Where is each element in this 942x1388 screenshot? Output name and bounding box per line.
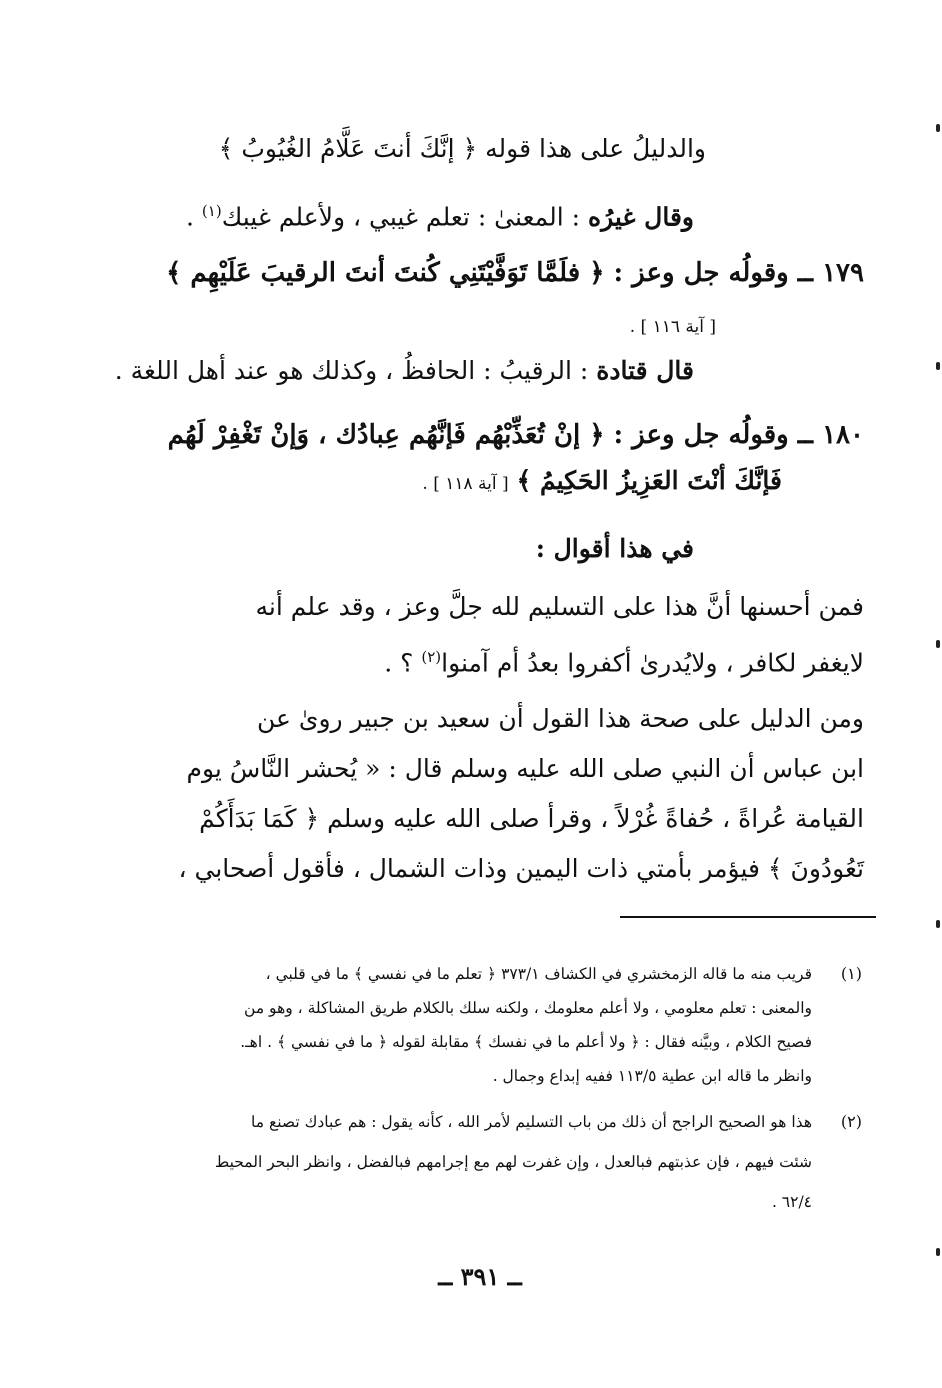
line-text: لايغفر لكافر ، ولايُدرىٰ أكفروا بعدُ أم آمنوا <box>441 648 864 678</box>
page-number: ــ ٣٩١ ــ <box>438 1262 522 1291</box>
footnote-line: فصيح الكلام ، وبيَّنه فقال : ﴿ ولا أعلم ما في نفسك ﴾ مقابلة لقوله ﴿ ما في نفسي ﴾ . اهـ. <box>240 1033 812 1051</box>
aya-reference <box>630 314 716 340</box>
verse-line <box>166 256 864 290</box>
edge-mark <box>936 920 940 928</box>
text-line <box>186 752 864 786</box>
footnote-number: (٢) <box>840 1112 862 1131</box>
speaker-label: وقال غيرُه <box>587 202 694 232</box>
text-line <box>199 802 864 836</box>
verse-text: وقولُه جل وعز : ﴿ فلَمَّا تَوَفَّيْتَنِي كُنتَ أنتَ الرقيبَ عَلَيْهِم ﴾ <box>166 258 798 288</box>
footnote-number: (١) <box>840 964 862 983</box>
edge-mark <box>936 362 940 370</box>
line-text: والدليلُ على هذا قوله ﴿ إنَّكَ أنتَ عَلَّامُ الغُيُوبُ ﴾ <box>218 134 706 163</box>
text-line <box>179 852 865 886</box>
verse-text: وقولُه جل وعز : ﴿ إنْ تُعَذِّبْهُم فَإنَّهُم عِبادُك ، وَإنْ تَغْفِرْ لَهُم <box>167 420 798 450</box>
line-text: القيامة عُراةً ، حُفاةً غُرْلاً ، وقرأ صلى الله عليه وسلم ﴿ كَمَا بَدَأَكُمْ <box>199 804 864 833</box>
text-line <box>256 590 864 624</box>
verse-line <box>168 418 864 452</box>
verse-line <box>422 464 782 501</box>
edge-mark <box>936 640 940 648</box>
line-text: ومن الدليل على صحة هذا القول أن سعيد بن جبير روىٰ عن <box>257 704 864 733</box>
footnote-line: هذا هو الصحيح الراجح أن ذلك من باب التسليم لأمر الله ، كأنه يقول : هم عبادك تصنع ما <box>251 1113 812 1131</box>
line-text: فمن أحسنها أنَّ هذا على التسليم لله جلَّ وعز ، وقد علم أنه <box>255 592 864 621</box>
footnote-ref: (٢) <box>421 648 442 666</box>
aya-text: [ آية ١١٨ ] . <box>422 474 509 494</box>
heading-text: في هذا أقوال : <box>535 534 694 563</box>
footnote-line: والمعنى : تعلم معلومي ، ولا أعلم معلومك ، ولكنه سلك بالكلام طريق المشاكلة ، وهو من <box>244 999 812 1017</box>
line-text: ابن عباس أن النبي صلى الله عليه وسلم قال : « يُحشر النَّاسُ يوم <box>186 754 864 783</box>
text-line <box>115 354 694 388</box>
text-line <box>384 640 864 680</box>
verse-text: فَإنَّكَ أنْتَ العَزِيزُ الحَكِيمُ ﴾ <box>516 466 782 495</box>
entry-number: ١٧٩ ــ <box>797 258 864 288</box>
footnote-separator <box>620 916 876 918</box>
footnote-line: وانظر ما قاله ابن عطية ١١٣/٥ ففيه إبداع وجمال . <box>492 1067 812 1085</box>
line-end: . <box>186 202 202 232</box>
line-text: : المعنىٰ : تعلم غيبي ، ولأعلم غيبك <box>221 202 588 232</box>
speaker-label: قال قتادة <box>596 356 694 385</box>
line-text: : الرقيبُ : الحافظُ ، وكذلك هو عند أهل اللغة . <box>114 356 597 385</box>
text-line <box>219 132 706 166</box>
line-text: تَعُودُونَ ﴾ فيؤمر بأمتي ذات اليمين وذات الشمال ، فأقول أصحابي ، <box>178 854 864 883</box>
edge-mark <box>936 1248 940 1256</box>
footnote-ref: (١) <box>201 202 222 220</box>
edge-mark <box>936 124 940 132</box>
section-heading <box>536 532 694 566</box>
footnote-line: قريب منه ما قاله الزمخشري في الكشاف ٣٧٣/١ ﴿ تعلم ما في نفسي ﴾ ما في قلبي ، <box>265 965 812 983</box>
text-line <box>257 702 864 736</box>
footnote-line: ٦٢/٤ . <box>771 1193 812 1211</box>
text-line <box>186 194 694 234</box>
aya-text: [ آية ١١٦ ] . <box>629 317 716 337</box>
entry-number: ١٨٠ ــ <box>797 420 864 450</box>
footnote-line: شئت فيهم ، فإن عذبتهم فبالعدل ، وإن غفرت لهم مع إجرامهم فبالفضل ، وانظر البحر المحيط <box>214 1153 812 1171</box>
line-end: ؟ . <box>384 648 422 678</box>
